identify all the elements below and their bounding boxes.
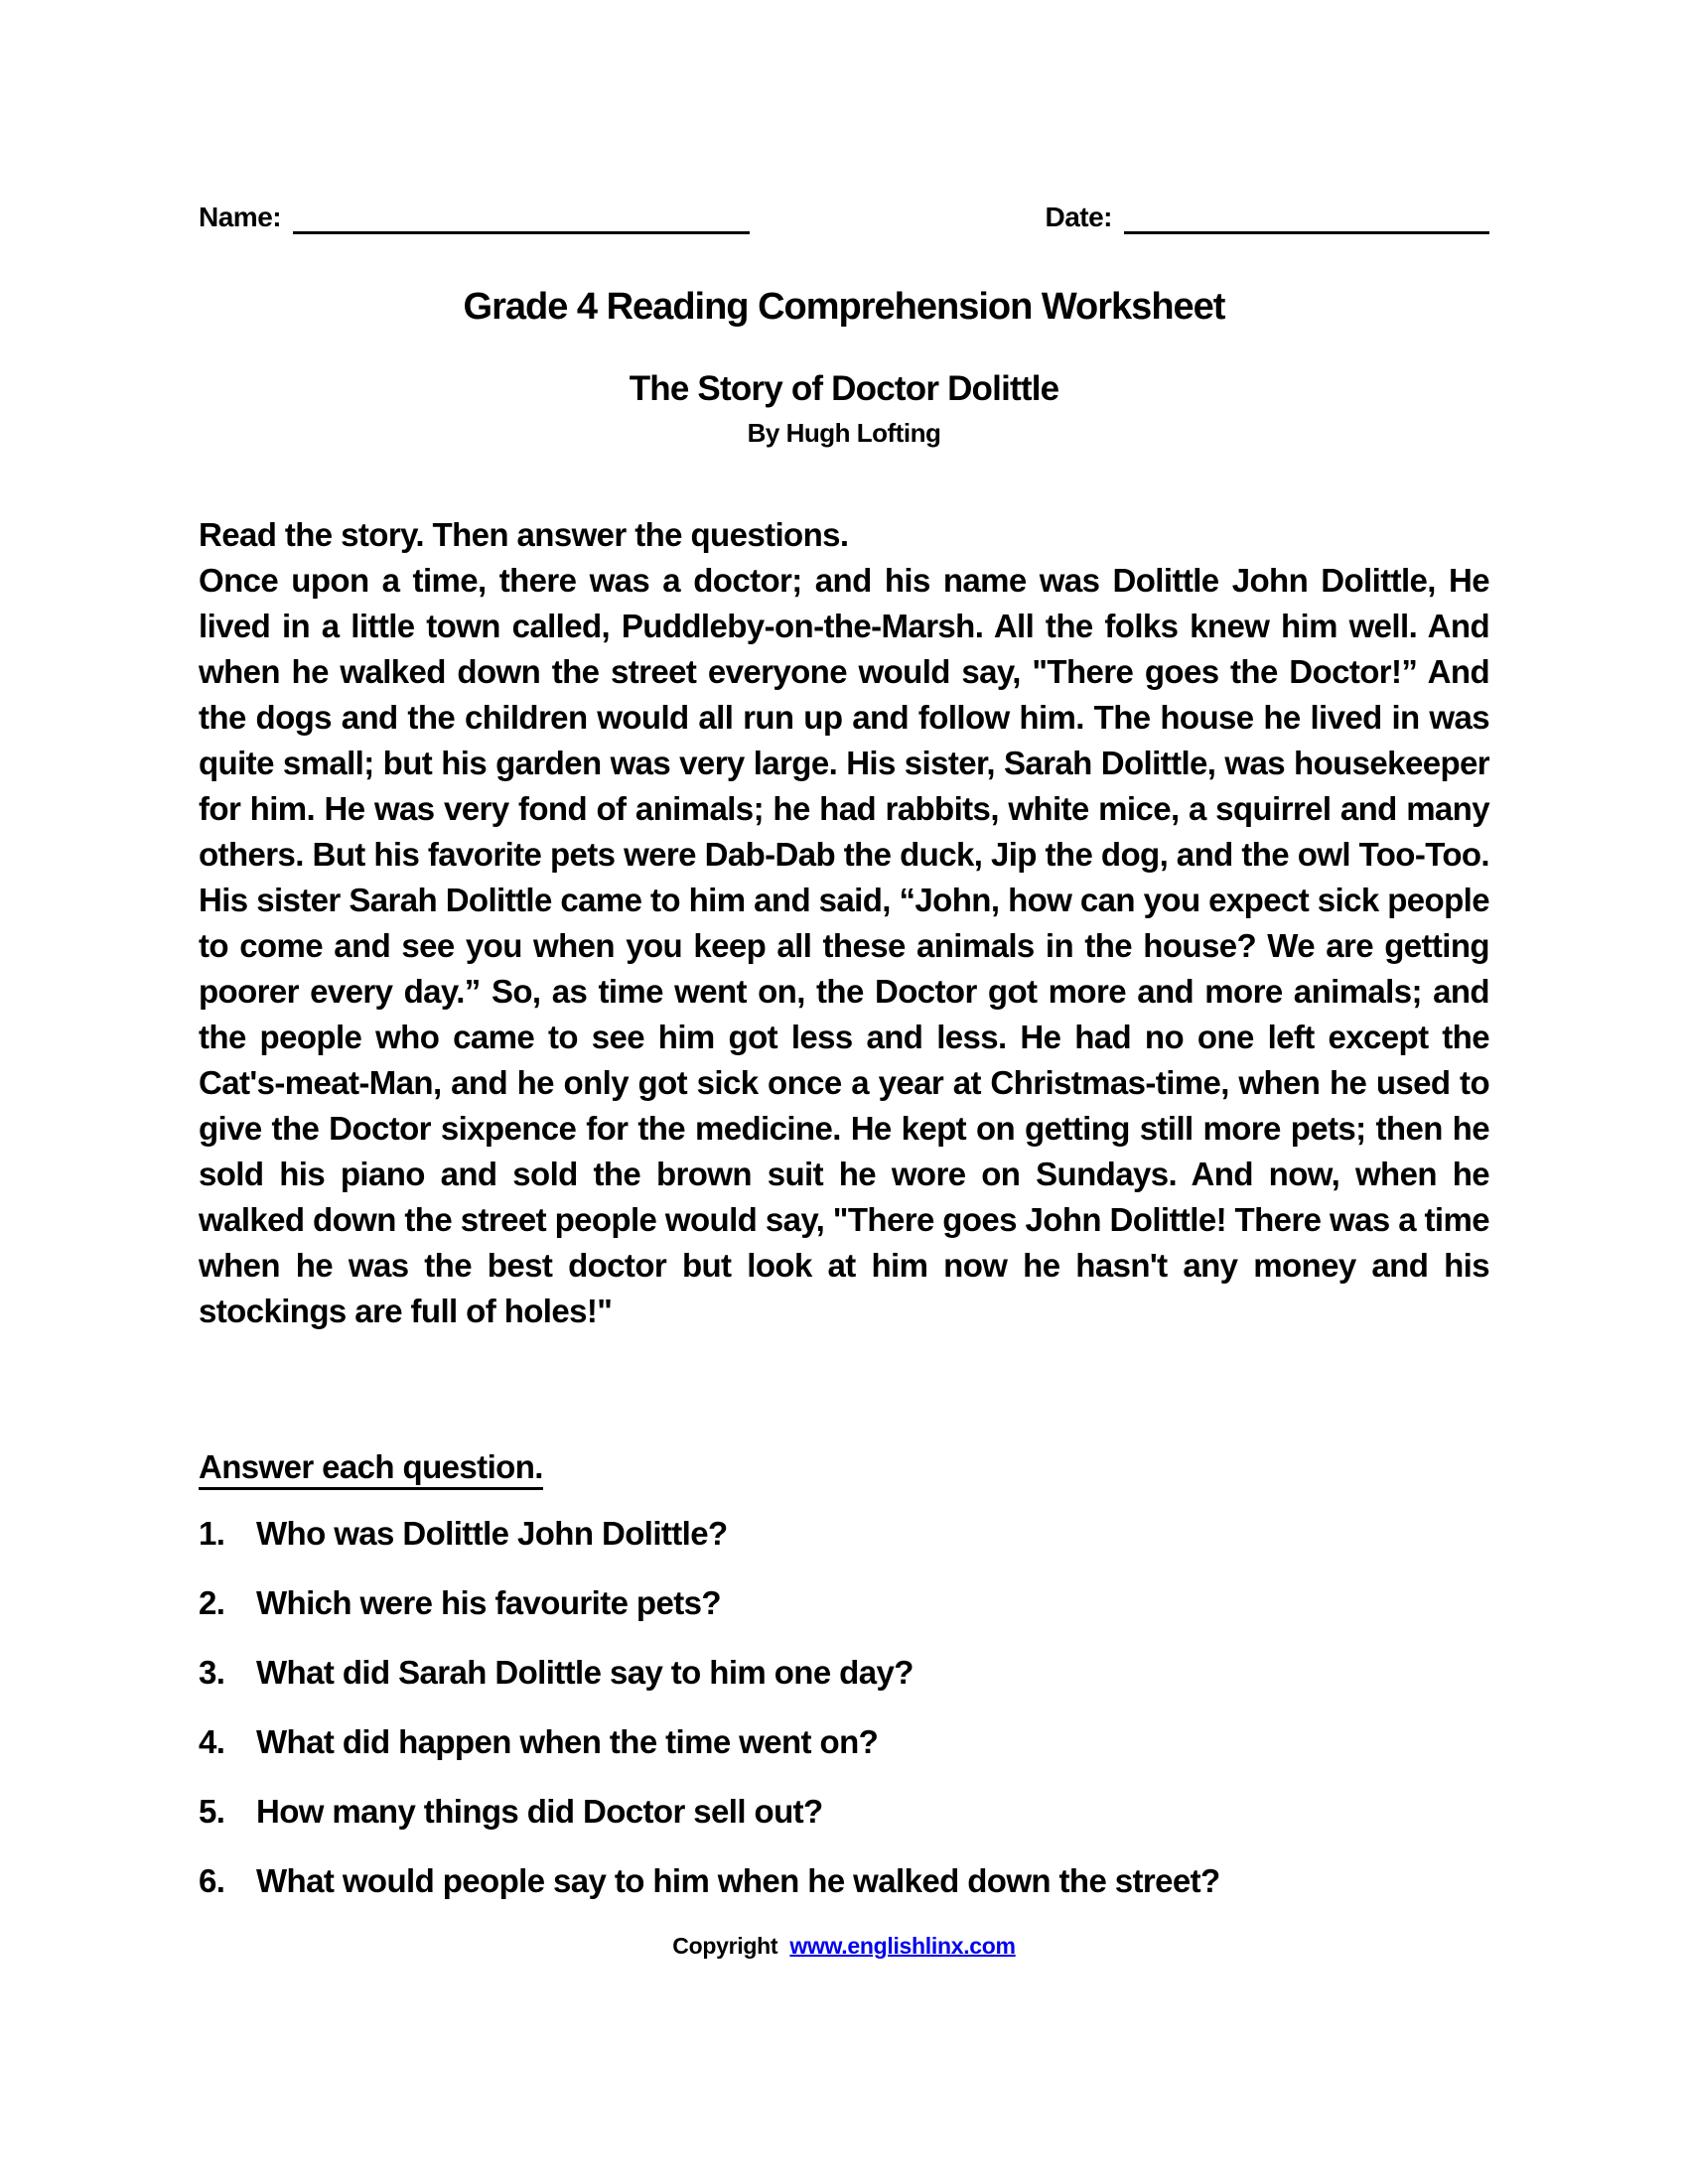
copyright-label: Copyright (672, 1933, 778, 1959)
question-text: Who was Dolittle John Dolittle? (256, 1515, 728, 1552)
name-blank-line (293, 202, 750, 234)
story-instructions: Read the story. Then answer the questions. (199, 516, 849, 553)
questions-heading-text: Answer each question. (199, 1448, 543, 1490)
footer (199, 1931, 1489, 1961)
question-text: What did happen when the time went on? (256, 1723, 879, 1760)
question-4 (199, 1722, 1489, 1762)
date-field-group (1045, 201, 1489, 234)
date-blank-line (1124, 202, 1489, 234)
name-field-group (199, 201, 750, 234)
story-byline: By Hugh Lofting (747, 418, 941, 448)
story-block (199, 512, 1489, 1380)
questions-heading (199, 1448, 1489, 1490)
question-text: What did Sarah Dolittle say to him one day? (256, 1654, 914, 1691)
questions-list (199, 1514, 1489, 1901)
question-number: 3. (199, 1654, 225, 1691)
copyright-link[interactable]: www.englishlinx.com (789, 1933, 1016, 1959)
name-label: Name: (199, 202, 282, 232)
story-title: The Story of Doctor Dolittle (629, 369, 1059, 408)
question-number: 4. (199, 1723, 225, 1760)
date-label: Date: (1045, 202, 1112, 232)
question-1 (199, 1514, 1489, 1554)
question-number: 1. (199, 1515, 225, 1552)
question-3 (199, 1653, 1489, 1693)
question-2 (199, 1583, 1489, 1623)
question-number: 6. (199, 1862, 225, 1899)
page-title: Grade 4 Reading Comprehension Worksheet (463, 286, 1225, 328)
question-text: Which were his favourite pets? (256, 1584, 721, 1621)
name-date-row (199, 0, 1489, 234)
story-paragraph: Once upon a time, there was a doctor; and his name was Dolittle John Dolittle, He lived in a little town called, Puddleby-on-the-Marsh. All the folks knew him well. And when he walked down the street everyone would say, "There goes the Doctor!” And the dogs and the children would all run up and follow him. The house he lived in was quite small; but his garden was very large. His sister, Sarah Dolittle, was housekeeper for him. He was very fond of animals; he had rabbits, white mice, a squirrel and many others. But his favorite pets were Dab-Dab the duck, Jip the dog, and the owl Too-Too. His sister Sarah Dolittle came to him and said, “John, how can you expect sick people to come and see you when you keep all these animals in the house? We are getting poorer every day.” So, as time went on, the Doctor got more and more animals; and the people who came to see him got less and less. He had no one left except the Cat's-meat-Man, and he only got sick once a year at Christmas-time, when he used to give the Doctor sixpence for the medicine. He kept on getting still more pets; then he sold his piano and sold the brown suit he wore on Sundays. And now, when he walked down the street people would say, "There goes John Dolittle! There was a time when he was the best doctor but look at him now he hasn't any money and his stockings are full of holes!" (199, 562, 1489, 1329)
question-number: 2. (199, 1584, 225, 1621)
question-5 (199, 1792, 1489, 1832)
question-6 (199, 1861, 1489, 1901)
question-number: 5. (199, 1793, 225, 1830)
question-text: How many things did Doctor sell out? (256, 1793, 823, 1830)
question-text: What would people say to him when he walked down the street? (256, 1862, 1220, 1899)
